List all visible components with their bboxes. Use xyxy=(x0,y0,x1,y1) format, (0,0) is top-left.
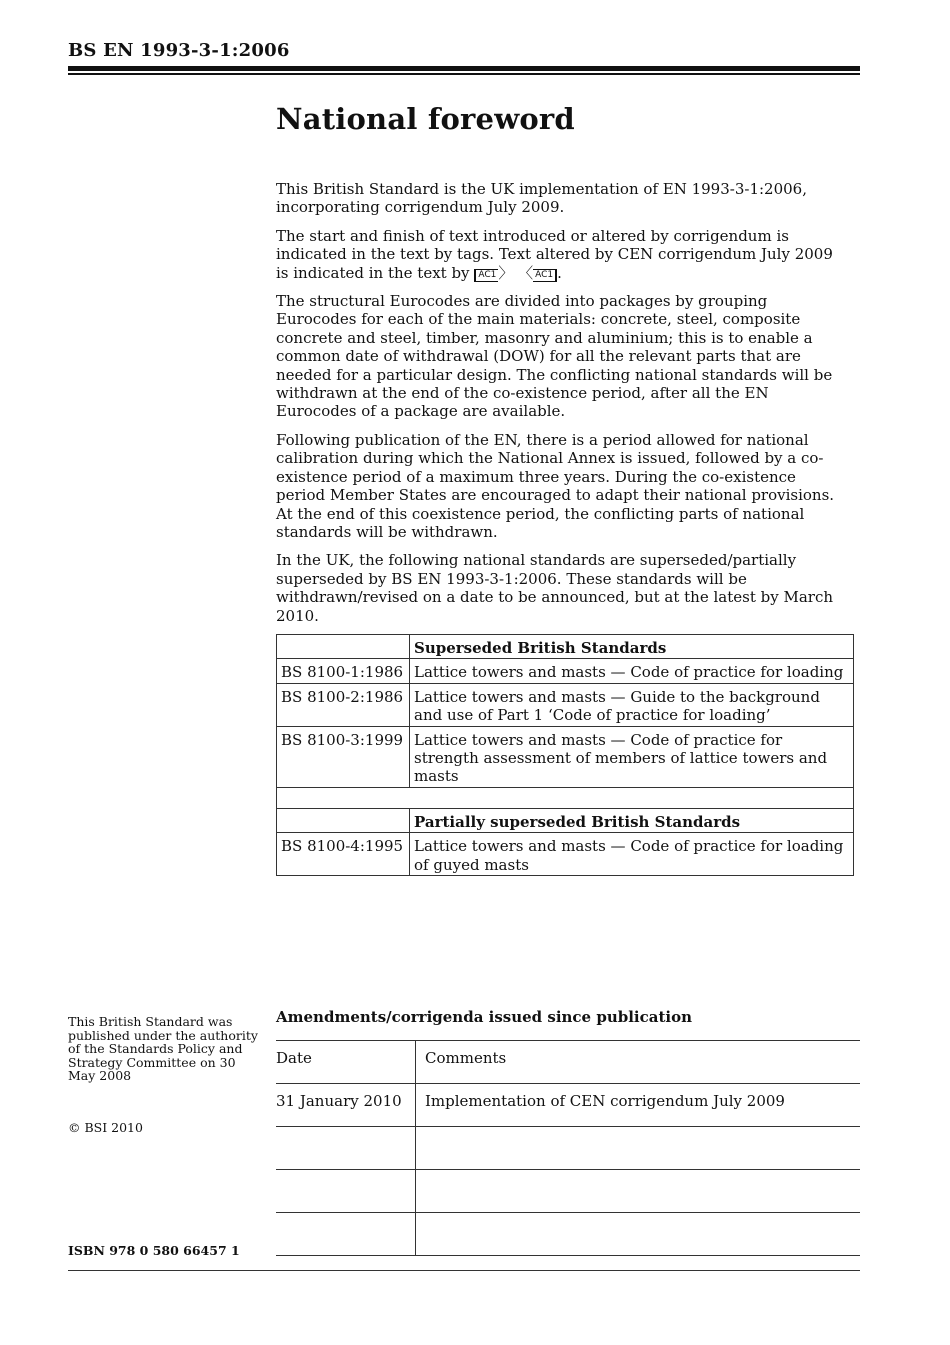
standard-code: BS 8100-1:1986 xyxy=(277,659,410,683)
table-row xyxy=(277,833,854,876)
superseded-heading: Superseded British Standards xyxy=(410,635,854,659)
footer-rule xyxy=(68,1270,860,1271)
paragraph-superseded-intro: In the UK, the following national standards are superseded/partially superseded by BS EN 1993-3-1:2006. These standards will be withdrawn/revised on a date to be announced, but at the latest by March 2010. xyxy=(276,551,833,625)
paragraph-calibration: Following publication of the EN, there is a period allowed for national calibration during which the National Annex is issued, followed by a co-existence period of a maximum three years. During the co-existence period Member States are encouraged to adapt their national provisions. At the end of this coexistence period, the conflicting parts of national standards will be withdrawn. xyxy=(276,430,835,541)
empty-cell xyxy=(277,808,410,832)
amendment-comment: Implementation of CEN corrigendum July 2009 xyxy=(425,1092,785,1110)
header-rule-thick xyxy=(68,66,860,71)
amendment-comment-cell xyxy=(416,1084,861,1127)
standard-code: BS 8100-2:1986 xyxy=(277,683,410,726)
corrigendum-text: The start and finish of text introduced or altered by corrigendum is indicated in the text by tags. Text altered by CEN corrigendum July 2009 is indicated in the text by xyxy=(276,226,833,282)
isbn: ISBN 978 0 580 66457 1 xyxy=(68,1243,240,1258)
empty-cell xyxy=(416,1170,861,1213)
empty-cell xyxy=(276,1213,416,1256)
amendments-title: Amendments/corrigenda issued since publication xyxy=(276,1008,692,1026)
amendment-date: 31 January 2010 xyxy=(276,1092,402,1110)
amendments-table xyxy=(276,1040,860,1256)
empty-cell xyxy=(416,1213,861,1256)
foreword-body xyxy=(276,180,836,635)
page-title: National foreword xyxy=(276,102,575,136)
date-column-header xyxy=(276,1041,416,1084)
copyright-notice: © BSI 2010 xyxy=(68,1120,143,1135)
publication-note: This British Standard was published under the authority of the Standards Policy and Strategy Committee on 30 May 2008 xyxy=(68,1014,258,1083)
paragraph-eurocode-packages: The structural Eurocodes are divided into packages by grouping Eurocodes for each of the main materials: concrete, steel, composite concrete and steel, timber, masonry and aluminium; this is to enable a common date of withdrawal (DOW) for all the relevant parts that are needed for a particular design. The conflicting national standards will be withdrawn at the end of the co-existence period, after all the EN Eurocodes of a package are available. xyxy=(276,292,833,421)
standard-title: Lattice towers and masts — Code of practice for strength assessment of members of lattice towers and masts xyxy=(410,726,854,787)
table-row xyxy=(277,683,854,726)
table-row xyxy=(276,1127,860,1170)
date-header-label: Date xyxy=(276,1049,312,1067)
table-row xyxy=(276,1213,860,1256)
superseded-standards-table xyxy=(276,634,854,876)
standard-code: BS 8100-4:1995 xyxy=(277,833,410,876)
empty-cell xyxy=(277,787,854,808)
table-row xyxy=(276,1170,860,1213)
table-spacer-row xyxy=(277,787,854,808)
standard-title: Lattice towers and masts — Code of practice for loading xyxy=(410,659,854,683)
amendment-date-cell xyxy=(276,1084,416,1127)
header-rule-thin xyxy=(68,73,860,75)
table-row xyxy=(277,635,854,659)
paragraph-implementation: This British Standard is the UK implementation of EN 1993-3-1:2006, incorporating corrigendum July 2009. xyxy=(276,180,807,217)
table-row xyxy=(277,659,854,683)
corrigendum-open-tag-icon: AC1 xyxy=(474,269,498,282)
standard-code: BS 8100-3:1999 xyxy=(277,726,410,787)
comments-header-label: Comments xyxy=(425,1049,507,1067)
table-row xyxy=(277,808,854,832)
table-row xyxy=(277,726,854,787)
standard-title: Lattice towers and masts — Guide to the background and use of Part 1 ‘Code of practice for loading’ xyxy=(410,683,854,726)
table-header-row xyxy=(276,1041,860,1084)
table-row xyxy=(276,1084,860,1127)
document-id: BS EN 1993-3-1:2006 xyxy=(68,40,290,61)
standard-title: Lattice towers and masts — Code of practice for loading of guyed masts xyxy=(410,833,854,876)
comments-column-header xyxy=(416,1041,861,1084)
empty-cell xyxy=(276,1127,416,1170)
partial-heading: Partially superseded British Standards xyxy=(410,808,854,832)
paragraph-corrigendum-tags: The start and finish of text introduced or altered by corrigendum is indicated in the text by tags. Text altered by CEN corrigendum July 2009 is indicated in the text by AC1 〉 〈 AC1 . xyxy=(276,226,833,282)
corrigendum-period: . xyxy=(557,263,562,282)
empty-cell xyxy=(416,1127,861,1170)
empty-cell xyxy=(276,1170,416,1213)
corrigendum-close-tag-icon: AC1 xyxy=(533,269,557,282)
empty-cell xyxy=(277,635,410,659)
